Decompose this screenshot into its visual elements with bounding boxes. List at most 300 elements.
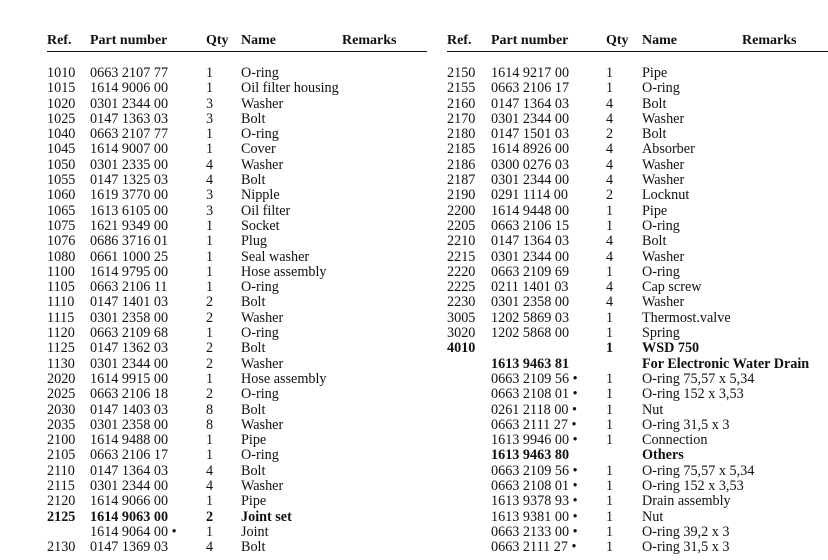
cell-qty: 1	[206, 279, 214, 296]
cell-part-number: 1614 9488 00	[90, 432, 169, 449]
cell-part-number: 1613 9946 00 •	[491, 432, 578, 449]
cell-name: Washer	[642, 110, 685, 127]
cell-name: Thermost.valve	[642, 309, 731, 326]
cell-name: Hose assembly	[241, 263, 327, 280]
cell-qty: 1	[206, 80, 214, 97]
cell-name: O-ring 152 x 3,53	[642, 478, 744, 495]
cell-qty: 1	[606, 370, 614, 387]
cell-part-number: 0663 2133 00 •	[491, 523, 578, 540]
cell-part-number: 0147 1363 03	[90, 110, 169, 127]
cell-part-number: 1614 9006 00	[90, 80, 169, 97]
cell-name: O-ring 31,5 x 3	[642, 416, 730, 433]
cell-qty: 1	[606, 309, 614, 326]
cell-name: Joint set	[241, 508, 292, 525]
cell-ref: 2210	[447, 233, 476, 250]
table-row	[47, 525, 427, 540]
cell-name: O-ring	[241, 126, 279, 143]
cell-ref: 1130	[47, 355, 75, 372]
cell-name: Connection	[642, 432, 708, 449]
cell-name: O-ring	[241, 279, 279, 296]
cell-ref: 2215	[447, 248, 476, 265]
cell-name: Cap screw	[642, 279, 702, 296]
cell-ref: 4010	[447, 340, 476, 357]
cell-qty: 2	[606, 126, 614, 143]
cell-qty: 1	[606, 416, 614, 433]
cell-name: Plug	[241, 233, 268, 250]
cell-qty: 1	[606, 202, 614, 219]
cell-qty: 4	[206, 172, 214, 189]
table-row	[47, 234, 427, 249]
cell-ref: 2200	[447, 202, 476, 219]
table-row	[447, 265, 828, 280]
cell-ref: 1120	[47, 325, 75, 342]
table-row	[447, 525, 828, 540]
table-row	[447, 158, 828, 173]
cell-part-number: 1613 9381 00 •	[491, 508, 578, 525]
cell-part-number: 0147 1362 03	[90, 340, 169, 357]
table-row	[47, 173, 427, 188]
cell-ref: 2205	[447, 217, 476, 234]
cell-qty: 1	[206, 65, 214, 81]
cell-qty: 2	[206, 508, 214, 525]
cell-name: Washer	[642, 248, 685, 265]
cell-name: WSD 750	[642, 340, 700, 357]
cell-ref: 1055	[47, 172, 76, 189]
cell-part-number: 1614 9063 00	[90, 508, 169, 525]
cell-part-number: 1613 9463 80	[491, 447, 570, 464]
table-row	[47, 250, 427, 265]
cell-part-number: 1614 9007 00	[90, 141, 169, 158]
cell-qty: 4	[206, 539, 214, 556]
cell-part-number: 0147 1401 03	[90, 294, 169, 311]
table-row	[447, 142, 828, 157]
table-row	[47, 112, 427, 127]
cell-name: Bolt	[241, 462, 266, 479]
cell-part-number: 1614 9217 00	[491, 65, 570, 81]
cell-qty: 2	[206, 386, 214, 403]
table-row	[447, 464, 828, 479]
cell-part-number: 0663 2109 56 •	[491, 370, 578, 387]
cell-name: O-ring 152 x 3,53	[642, 386, 744, 403]
cell-name: Washer	[241, 309, 284, 326]
cell-ref: 2186	[447, 156, 476, 173]
cell-qty: 4	[206, 478, 214, 495]
cell-name: Bolt	[241, 110, 266, 127]
cell-qty: 1	[606, 508, 614, 525]
cell-ref: 1010	[47, 65, 76, 81]
cell-part-number: 0663 2106 17	[491, 80, 570, 97]
table-row	[447, 127, 828, 142]
cell-qty: 1	[206, 370, 214, 387]
cell-qty: 1	[606, 539, 614, 556]
cell-part-number: 0147 1364 03	[90, 462, 169, 479]
cell-qty: 2	[206, 309, 214, 326]
cell-ref: 1125	[47, 340, 75, 357]
cell-part-number: 0301 2358 00	[90, 416, 169, 433]
table-row	[447, 295, 828, 310]
cell-qty: 4	[606, 172, 614, 189]
table-row	[47, 204, 427, 219]
cell-name: Bolt	[642, 95, 667, 112]
cell-ref: 1100	[47, 263, 75, 280]
cell-part-number: 0301 2344 00	[491, 248, 570, 265]
table-row	[447, 510, 828, 525]
table-row	[47, 81, 427, 96]
cell-ref: 2160	[447, 95, 476, 112]
cell-ref: 2150	[447, 65, 476, 81]
cell-part-number: 0301 2344 00	[90, 478, 169, 495]
cell-ref: 3020	[447, 325, 476, 342]
cell-part-number: 0147 1403 03	[90, 401, 169, 418]
cell-ref: 1080	[47, 248, 76, 265]
header-rule	[447, 51, 828, 52]
table-row	[47, 66, 427, 81]
cell-qty: 8	[206, 416, 214, 433]
table-row	[447, 204, 828, 219]
cell-part-number: 0300 0276 03	[491, 156, 570, 173]
table-row	[47, 158, 427, 173]
table-row	[47, 295, 427, 310]
cell-name: Bolt	[241, 294, 266, 311]
cell-qty: 1	[606, 432, 614, 449]
cell-ref: 2220	[447, 263, 476, 280]
cell-qty: 3	[206, 110, 214, 127]
cell-qty: 2	[206, 340, 214, 357]
cell-qty: 1	[206, 126, 214, 143]
cell-ref: 2035	[47, 416, 76, 433]
cell-name: Washer	[241, 478, 284, 495]
parts-table-left	[47, 33, 427, 556]
cell-part-number: 0663 2107 77	[90, 65, 169, 81]
cell-qty: 4	[606, 95, 614, 112]
cell-part-number: 1613 6105 00	[90, 202, 169, 219]
cell-name: Nut	[642, 401, 664, 418]
table-row	[47, 479, 427, 494]
cell-part-number: 1202 5868 00	[491, 325, 570, 342]
table-row	[447, 326, 828, 341]
cell-name: Joint	[241, 523, 269, 540]
cell-name: Washer	[642, 156, 685, 173]
cell-part-number: 0147 1325 03	[90, 172, 169, 189]
table-body	[447, 66, 828, 556]
cell-qty: 1	[606, 263, 614, 280]
cell-name: Others	[642, 447, 684, 464]
table-row	[447, 311, 828, 326]
cell-name: Bolt	[241, 340, 266, 357]
cell-qty: 1	[606, 65, 614, 81]
cell-ref: 2030	[47, 401, 76, 418]
cell-part-number: 1614 9448 00	[491, 202, 570, 219]
cell-qty: 4	[206, 462, 214, 479]
cell-qty: 1	[606, 80, 614, 97]
cell-ref: 2185	[447, 141, 476, 158]
cell-name: O-ring	[642, 80, 680, 97]
header-ref: Ref.	[447, 33, 472, 48]
cell-ref: 2025	[47, 386, 76, 403]
cell-qty: 1	[206, 432, 214, 449]
table-row	[47, 510, 427, 525]
header-name: Name	[241, 33, 276, 48]
cell-part-number: 0663 2106 15	[491, 217, 570, 234]
cell-part-number: 1614 9064 00 •	[90, 523, 177, 540]
cell-part-number: 0261 2118 00 •	[491, 401, 578, 418]
cell-part-number: 0663 2108 01 •	[491, 386, 578, 403]
header-part-number: Part number	[90, 33, 168, 48]
cell-part-number: 0301 2344 00	[491, 110, 570, 127]
cell-name: Seal washer	[241, 248, 310, 265]
cell-qty: 1	[206, 217, 214, 234]
table-row	[47, 448, 427, 463]
cell-name: Washer	[642, 172, 685, 189]
cell-qty: 1	[206, 141, 214, 158]
cell-ref: 2180	[447, 126, 476, 143]
header-remarks: Remarks	[742, 33, 797, 48]
cell-name: Pipe	[241, 432, 267, 449]
cell-ref: 2155	[447, 80, 476, 97]
cell-part-number: 1202 5869 03	[491, 309, 570, 326]
cell-ref: 2225	[447, 279, 476, 296]
table-row	[447, 234, 828, 249]
table-row	[447, 403, 828, 418]
cell-qty: 1	[606, 386, 614, 403]
table-row	[447, 112, 828, 127]
cell-name: O-ring 75,57 x 5,34	[642, 462, 755, 479]
table-row	[47, 311, 427, 326]
cell-part-number: 1614 9795 00	[90, 263, 169, 280]
cell-qty: 3	[206, 95, 214, 112]
cell-ref: 1115	[47, 309, 75, 326]
cell-name: For Electronic Water Drain	[642, 355, 810, 372]
cell-name: Washer	[241, 156, 284, 173]
cell-ref: 2170	[447, 110, 476, 127]
table-row	[47, 142, 427, 157]
cell-part-number: 0663 2106 11	[90, 279, 168, 296]
table-row	[447, 479, 828, 494]
cell-name: Bolt	[241, 401, 266, 418]
header-qty: Qty	[606, 33, 629, 48]
header-ref: Ref.	[47, 33, 72, 48]
cell-qty: 1	[206, 248, 214, 265]
cell-part-number: 0686 3716 01	[90, 233, 169, 250]
cell-qty: 1	[606, 478, 614, 495]
cell-qty: 1	[606, 217, 614, 234]
cell-part-number: 0661 1000 25	[90, 248, 169, 265]
cell-qty: 1	[606, 340, 614, 357]
cell-ref: 2100	[47, 432, 76, 449]
cell-name: O-ring	[241, 65, 279, 81]
cell-part-number: 0663 2109 56 •	[491, 462, 578, 479]
cell-qty: 1	[206, 523, 214, 540]
cell-name: O-ring	[241, 447, 279, 464]
cell-ref: 2190	[447, 187, 476, 204]
cell-name: Bolt	[241, 539, 266, 556]
cell-part-number: 1619 3770 00	[90, 187, 169, 204]
table-row	[447, 97, 828, 112]
cell-part-number: 0147 1364 03	[491, 95, 570, 112]
cell-qty: 8	[206, 401, 214, 418]
cell-ref: 1110	[47, 294, 75, 311]
cell-name: Pipe	[642, 65, 668, 81]
cell-name: Absorber	[642, 141, 695, 158]
cell-ref: 1020	[47, 95, 76, 112]
cell-name: O-ring	[642, 217, 680, 234]
cell-name: Oil filter housing	[241, 80, 339, 97]
cell-name: Pipe	[642, 202, 668, 219]
cell-qty: 3	[206, 187, 214, 204]
cell-qty: 4	[606, 141, 614, 158]
table-row	[447, 387, 828, 402]
cell-name: Pipe	[241, 493, 267, 510]
table-row	[47, 265, 427, 280]
cell-qty: 1	[606, 493, 614, 510]
cell-ref: 2130	[47, 539, 76, 556]
table-body	[47, 66, 427, 556]
cell-name: Washer	[241, 416, 284, 433]
cell-name: Spring	[642, 325, 680, 342]
table-row	[47, 494, 427, 509]
cell-ref: 1015	[47, 80, 76, 97]
table-row	[47, 433, 427, 448]
cell-part-number: 0301 2344 00	[90, 95, 169, 112]
cell-qty: 1	[606, 523, 614, 540]
cell-part-number: 1614 8926 00	[491, 141, 570, 158]
cell-name: O-ring 31,5 x 3	[642, 539, 730, 556]
cell-qty: 3	[206, 202, 214, 219]
cell-name: O-ring	[642, 263, 680, 280]
header-remarks: Remarks	[342, 33, 397, 48]
cell-part-number: 0301 2358 00	[491, 294, 570, 311]
cell-ref: 1040	[47, 126, 76, 143]
table-row	[447, 418, 828, 433]
table-row	[447, 250, 828, 265]
cell-qty: 1	[206, 233, 214, 250]
cell-qty: 1	[206, 263, 214, 280]
table-row	[447, 280, 828, 295]
cell-part-number: 0663 2107 77	[90, 126, 169, 143]
cell-name: Washer	[241, 355, 284, 372]
table-row	[447, 433, 828, 448]
cell-ref: 2120	[47, 493, 76, 510]
table-row	[447, 173, 828, 188]
table-row	[447, 540, 828, 555]
cell-name: Hose assembly	[241, 370, 327, 387]
cell-part-number: 0663 2106 18	[90, 386, 169, 403]
cell-qty: 2	[206, 355, 214, 372]
table-row	[447, 188, 828, 203]
table-row	[47, 372, 427, 387]
header-qty: Qty	[206, 33, 229, 48]
cell-name: Nipple	[241, 187, 280, 204]
cell-part-number: 0211 1401 03	[491, 279, 569, 296]
cell-name: Drain assembly	[642, 493, 731, 510]
cell-ref: 2105	[47, 447, 76, 464]
cell-ref: 1045	[47, 141, 76, 158]
table-row	[447, 341, 828, 356]
cell-name: Nut	[642, 508, 664, 525]
cell-qty: 1	[206, 493, 214, 510]
cell-part-number: 0147 1501 03	[491, 126, 570, 143]
header-name: Name	[642, 33, 677, 48]
table-row	[47, 188, 427, 203]
table-header	[47, 33, 427, 51]
parts-table-right	[447, 33, 828, 556]
cell-name: O-ring	[241, 325, 279, 342]
cell-qty: 2	[206, 294, 214, 311]
cell-qty: 1	[206, 447, 214, 464]
cell-qty: 4	[206, 156, 214, 173]
cell-name: Washer	[241, 95, 284, 112]
cell-name: O-ring 75,57 x 5,34	[642, 370, 755, 387]
cell-part-number: 0663 2111 27 •	[491, 416, 577, 433]
cell-qty: 4	[606, 233, 614, 250]
cell-name: Socket	[241, 217, 280, 234]
cell-part-number: 0663 2109 69	[491, 263, 570, 280]
cell-ref: 1050	[47, 156, 76, 173]
table-row	[47, 403, 427, 418]
header-part-number: Part number	[491, 33, 569, 48]
cell-part-number: 1614 9066 00	[90, 493, 169, 510]
cell-name: Locknut	[642, 187, 690, 204]
table-row	[47, 326, 427, 341]
table-row	[447, 66, 828, 81]
cell-ref: 1060	[47, 187, 76, 204]
cell-part-number: 0147 1369 03	[90, 539, 169, 556]
cell-part-number: 0301 2358 00	[90, 309, 169, 326]
cell-qty: 4	[606, 294, 614, 311]
cell-name: Bolt	[241, 172, 266, 189]
cell-name: O-ring 39,2 x 3	[642, 523, 730, 540]
cell-ref: 2230	[447, 294, 476, 311]
table-row	[447, 219, 828, 234]
cell-ref: 1075	[47, 217, 76, 234]
cell-qty: 2	[606, 187, 614, 204]
cell-ref: 2125	[47, 508, 76, 525]
cell-part-number: 1621 9349 00	[90, 217, 169, 234]
cell-part-number: 1614 9915 00	[90, 370, 169, 387]
cell-qty: 1	[606, 325, 614, 342]
cell-qty: 4	[606, 248, 614, 265]
cell-qty: 1	[206, 325, 214, 342]
cell-qty: 1	[606, 462, 614, 479]
cell-ref: 2187	[447, 172, 476, 189]
cell-part-number: 0663 2109 68	[90, 325, 169, 342]
table-row	[447, 357, 828, 372]
table-row	[47, 127, 427, 142]
table-header	[447, 33, 828, 51]
table-row	[47, 97, 427, 112]
cell-qty: 4	[606, 279, 614, 296]
cell-part-number: 0301 2335 00	[90, 156, 169, 173]
cell-part-number: 0291 1114 00	[491, 187, 568, 204]
table-row	[47, 387, 427, 402]
cell-part-number: 0663 2111 27 •	[491, 539, 577, 556]
cell-ref: 2110	[47, 462, 75, 479]
cell-ref: 1065	[47, 202, 76, 219]
cell-ref: 2020	[47, 370, 76, 387]
cell-part-number: 0147 1364 03	[491, 233, 570, 250]
cell-qty: 4	[606, 156, 614, 173]
cell-ref: 2115	[47, 478, 75, 495]
cell-part-number: 0301 2344 00	[90, 355, 169, 372]
table-row	[447, 494, 828, 509]
cell-qty: 1	[606, 401, 614, 418]
table-row	[47, 280, 427, 295]
table-row	[47, 219, 427, 234]
table-row	[47, 464, 427, 479]
table-row	[447, 81, 828, 96]
cell-part-number: 0663 2108 01 •	[491, 478, 578, 495]
cell-ref: 1105	[47, 279, 75, 296]
